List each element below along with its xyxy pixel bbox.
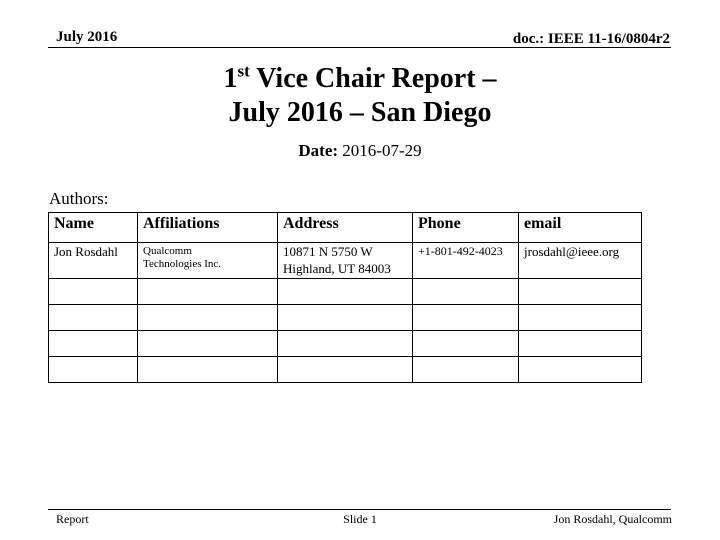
date-label: Date: bbox=[298, 141, 339, 160]
title-line-2: July 2016 – San Diego bbox=[228, 97, 492, 128]
author-phone-cell: +1-801-492-4023 bbox=[413, 243, 519, 279]
title-ordinal-suffix: st bbox=[237, 61, 250, 81]
empty-cell bbox=[278, 279, 413, 305]
header-doc-id: doc.: IEEE 11-16/0804r2 bbox=[512, 31, 670, 47]
affiliation-line-1: Qualcomm bbox=[143, 245, 192, 257]
empty-cell bbox=[278, 357, 413, 383]
table-row-empty bbox=[49, 357, 642, 383]
author-address-cell bbox=[278, 243, 413, 279]
empty-cell bbox=[519, 357, 642, 383]
address-line-1: 10871 N 5750 W bbox=[283, 244, 373, 259]
empty-cell bbox=[278, 305, 413, 331]
empty-cell bbox=[519, 305, 642, 331]
footer-divider bbox=[48, 509, 671, 510]
header-divider bbox=[48, 47, 671, 48]
date-value: 2016-07-29 bbox=[338, 141, 422, 160]
table-row bbox=[49, 243, 642, 279]
address-line-2: Highland, UT 84003 bbox=[283, 261, 391, 276]
empty-cell bbox=[519, 279, 642, 305]
empty-cell bbox=[519, 331, 642, 357]
empty-cell bbox=[138, 331, 278, 357]
empty-cell bbox=[413, 331, 519, 357]
authors-label: Authors: bbox=[49, 189, 109, 208]
empty-cell bbox=[138, 279, 278, 305]
author-email-cell: jrosdahl@ieee.org bbox=[519, 243, 642, 279]
title-line-1 bbox=[0, 62, 720, 96]
title-line-1-text: Vice Chair Report – bbox=[249, 63, 497, 94]
empty-cell bbox=[413, 305, 519, 331]
column-header-affiliations: Affiliations bbox=[138, 213, 278, 243]
footer-slide-number: Slide 1 bbox=[343, 512, 377, 526]
title-ordinal: 1 bbox=[223, 63, 238, 94]
affiliation-line-2: Technologies Inc. bbox=[143, 258, 222, 270]
empty-cell bbox=[49, 305, 138, 331]
empty-cell bbox=[413, 279, 519, 305]
authors-table bbox=[48, 212, 642, 383]
empty-cell bbox=[49, 279, 138, 305]
empty-cell bbox=[138, 305, 278, 331]
empty-cell bbox=[49, 357, 138, 383]
table-row-empty bbox=[49, 279, 642, 305]
table-row-empty bbox=[49, 331, 642, 357]
column-header-email: email bbox=[519, 213, 642, 243]
column-header-name: Name bbox=[49, 213, 138, 243]
empty-cell bbox=[49, 331, 138, 357]
column-header-address: Address bbox=[278, 213, 413, 243]
empty-cell bbox=[138, 357, 278, 383]
column-header-phone: Phone bbox=[413, 213, 519, 243]
date-line bbox=[0, 141, 720, 161]
footer-author: Jon Rosdahl, Qualcomm bbox=[553, 512, 672, 526]
empty-cell bbox=[278, 331, 413, 357]
header-date: July 2016 bbox=[56, 29, 118, 45]
footer-left: Report bbox=[56, 512, 89, 526]
empty-cell bbox=[413, 357, 519, 383]
table-header-row bbox=[49, 213, 642, 243]
author-affiliation-cell bbox=[138, 243, 278, 279]
slide-title bbox=[0, 62, 720, 130]
author-name-cell: Jon Rosdahl bbox=[49, 243, 138, 279]
table-row-empty bbox=[49, 305, 642, 331]
